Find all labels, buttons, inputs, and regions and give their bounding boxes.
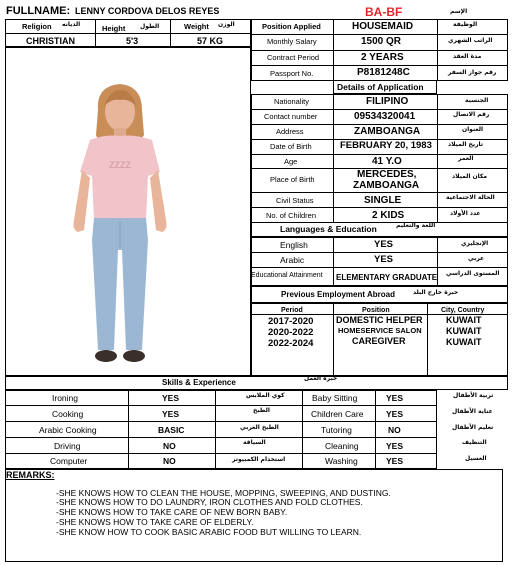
contract-label: Contract Period bbox=[267, 53, 320, 62]
skill-tutoring-label: Tutoring bbox=[321, 425, 352, 435]
contract-value: 2 YEARS bbox=[361, 52, 404, 63]
skill-ironing-label: Ironing bbox=[52, 393, 78, 403]
city-2: KUWAIT bbox=[446, 326, 482, 336]
skill-cooking-ar: الطبخ bbox=[253, 407, 270, 414]
position-2: HOMESERVICE SALON bbox=[338, 326, 422, 335]
position-ar: الوظيفة bbox=[453, 21, 478, 28]
skills-title: Skills & Experience bbox=[162, 378, 236, 387]
skill-babysitting-label: Baby Sitting bbox=[312, 393, 358, 403]
civil-value: SINGLE bbox=[364, 195, 402, 206]
religion-ar: الديانه bbox=[62, 21, 81, 28]
fullname-label: FULLNAME: bbox=[6, 5, 71, 17]
skill-cleaning-label: Cleaning bbox=[325, 441, 359, 451]
skill-babysitting-value: YES bbox=[386, 393, 404, 403]
remark-1: -SHE KNOWS HOW TO CLEAN THE HOUSE, MOPPING, SWEEPING, AND DUSTING. bbox=[56, 488, 391, 498]
weight-label: Weight bbox=[184, 22, 209, 31]
arabic-ar: عربي bbox=[468, 255, 485, 262]
pob-ar: مكان الميلاد bbox=[452, 173, 488, 180]
skill-computer-value: NO bbox=[163, 456, 176, 466]
weight-value: 57 KG bbox=[197, 36, 224, 46]
salary-value: 1500 QR bbox=[361, 36, 402, 47]
col-city: City, Country bbox=[441, 307, 485, 314]
prev-ar: خبرة خارج البلد bbox=[413, 289, 459, 296]
prev-title: Previous Employment Abroad bbox=[281, 290, 395, 299]
remark-4: -SHE KNOWS HOW TO TAKE CARE OF ELDERLY. bbox=[56, 517, 254, 527]
salary-label: Monthly Salary bbox=[267, 37, 317, 46]
dob-label: Date of Birth bbox=[270, 142, 312, 151]
contact-label: Contact number bbox=[264, 112, 318, 121]
fullname-value: LENNY CORDOVA DELOS REYES bbox=[75, 6, 220, 16]
children-label: No. of Children bbox=[266, 211, 317, 220]
skill-ironing-value: YES bbox=[162, 393, 180, 403]
passport-ar: رقم جواز السفر bbox=[448, 69, 497, 76]
skill-washing-ar: الغسيل bbox=[465, 455, 487, 462]
dob-value: FEBRUARY 20, 1983 bbox=[340, 140, 432, 151]
children-value: 2 KIDS bbox=[372, 210, 405, 221]
children-ar: عدد الأولاد bbox=[450, 210, 481, 217]
skill-driving-ar: السياقة bbox=[243, 439, 266, 446]
city-1: KUWAIT bbox=[446, 315, 482, 325]
remark-5: -SHE KNOW HOW TO COOK BASIC ARABIC FOOD BUT WILLING TO LEARN. bbox=[56, 527, 362, 537]
svg-text:ZZZZ: ZZZZ bbox=[109, 160, 131, 170]
contract-ar: مدة العقد bbox=[453, 53, 482, 60]
skill-cleaning-value: YES bbox=[386, 441, 404, 451]
skill-babysitting-ar: تربية الأطفال bbox=[453, 392, 494, 399]
position-1: DOMESTIC HELPER bbox=[336, 315, 423, 325]
pob-label: Place of Birth bbox=[270, 175, 315, 184]
period-3: 2022-2024 bbox=[268, 338, 314, 349]
height-ar: الطول bbox=[140, 23, 160, 30]
skill-cooking-value: YES bbox=[162, 409, 180, 419]
weight-ar: الوزن bbox=[218, 21, 235, 28]
col-period: Period bbox=[281, 307, 303, 314]
position-label: Position Applied bbox=[262, 22, 321, 31]
nationality-ar: الجنسية bbox=[465, 97, 489, 104]
english-label: English bbox=[280, 240, 308, 250]
pob-value-line1: MERCEDES, bbox=[357, 169, 417, 180]
remark-3: -SHE KNOWS HOW TO TAKE CARE OF NEW BORN BABY. bbox=[56, 507, 288, 517]
skills-header bbox=[5, 376, 508, 390]
address-ar: العنوان bbox=[462, 126, 484, 133]
address-label: Address bbox=[276, 127, 304, 136]
applicant-photo bbox=[60, 80, 180, 372]
salary-ar: الراتب الشهري bbox=[448, 37, 493, 44]
age-value: 41 Y.O bbox=[372, 156, 402, 167]
period-1: 2017-2020 bbox=[268, 316, 314, 327]
skill-childcare-ar: عناية الأطفال bbox=[452, 408, 493, 415]
skill-computer-ar: استخدام الكمبيوتر bbox=[232, 456, 286, 463]
period-2: 2020-2022 bbox=[268, 327, 314, 338]
age-label: Age bbox=[284, 157, 298, 166]
skill-computer-label: Computer bbox=[50, 456, 88, 466]
skill-tutoring-ar: تعليم الأطفال bbox=[452, 424, 494, 431]
nationality-label: Nationality bbox=[274, 97, 310, 106]
skill-driving-label: Driving bbox=[54, 441, 81, 451]
dob-ar: تاريخ الميلاد bbox=[448, 141, 484, 148]
english-ar: الإنجليزي bbox=[461, 240, 489, 247]
city-3: KUWAIT bbox=[446, 337, 482, 347]
civil-ar: الحالة الاجتماعية bbox=[446, 194, 495, 201]
religion-label: Religion bbox=[22, 22, 52, 31]
age-ar: العمر bbox=[458, 155, 474, 162]
pob-value-line2: ZAMBOANGA bbox=[353, 180, 420, 191]
skill-arabic-cooking-value: BASIC bbox=[158, 425, 185, 435]
passport-value: P8181248C bbox=[357, 67, 410, 78]
remark-2: -SHE KNOWS HOW TO DO LAUNDRY, IRON CLOTHES AND FOLD CLOTHES. bbox=[56, 497, 363, 507]
skill-cooking-label: Cooking bbox=[52, 409, 84, 419]
skill-washing-label: Washing bbox=[325, 456, 358, 466]
height-value: 5'3 bbox=[126, 36, 139, 46]
position-3: CAREGIVER bbox=[352, 336, 406, 346]
height-label: Height bbox=[102, 24, 126, 33]
passport-label: Passport No. bbox=[270, 69, 314, 78]
skill-tutoring-value: NO bbox=[388, 425, 401, 435]
skill-childcare-value: YES bbox=[386, 409, 404, 419]
skill-washing-value: YES bbox=[386, 456, 404, 466]
skills-ar: خبرة العمل bbox=[304, 375, 338, 382]
code-badge: BA-BF bbox=[365, 5, 403, 19]
contact-value: 09534320041 bbox=[354, 111, 416, 122]
arabic-value: YES bbox=[374, 254, 394, 265]
contact-ar: رقم الاتصال bbox=[453, 111, 490, 118]
education-value: ELEMENTARY GRADUATE bbox=[336, 273, 438, 282]
civil-label: Civil Status bbox=[276, 196, 314, 205]
skill-ironing-ar: كوي الملابس bbox=[246, 392, 285, 399]
skill-arabic-cooking-ar: الطبخ العربي bbox=[240, 424, 279, 431]
skill-arabic-cooking-label: Arabic Cooking bbox=[39, 425, 97, 435]
skill-cleaning-ar: التنظيف bbox=[462, 439, 487, 446]
name-ar: الإسم bbox=[450, 8, 468, 15]
address-value: ZAMBOANGA bbox=[354, 126, 421, 137]
details-title: Details of Application bbox=[337, 82, 424, 92]
skill-driving-value: NO bbox=[163, 441, 176, 451]
nationality-value: FILIPINO bbox=[366, 96, 409, 107]
education-ar: المستوى الدراسي bbox=[446, 270, 500, 277]
skill-childcare-label: Children Care bbox=[311, 409, 364, 419]
languages-ar: اللغة والتعليم bbox=[396, 222, 436, 229]
remarks-title: REMARKS: bbox=[6, 470, 55, 480]
english-value: YES bbox=[374, 239, 394, 250]
education-label: Educational Attainment bbox=[251, 272, 323, 279]
religion-value: CHRISTIAN bbox=[26, 36, 75, 46]
col-position: Position bbox=[362, 307, 390, 314]
languages-title: Languages & Education bbox=[280, 224, 377, 234]
position-value: HOUSEMAID bbox=[352, 21, 414, 32]
arabic-label: Arabic bbox=[280, 255, 305, 265]
